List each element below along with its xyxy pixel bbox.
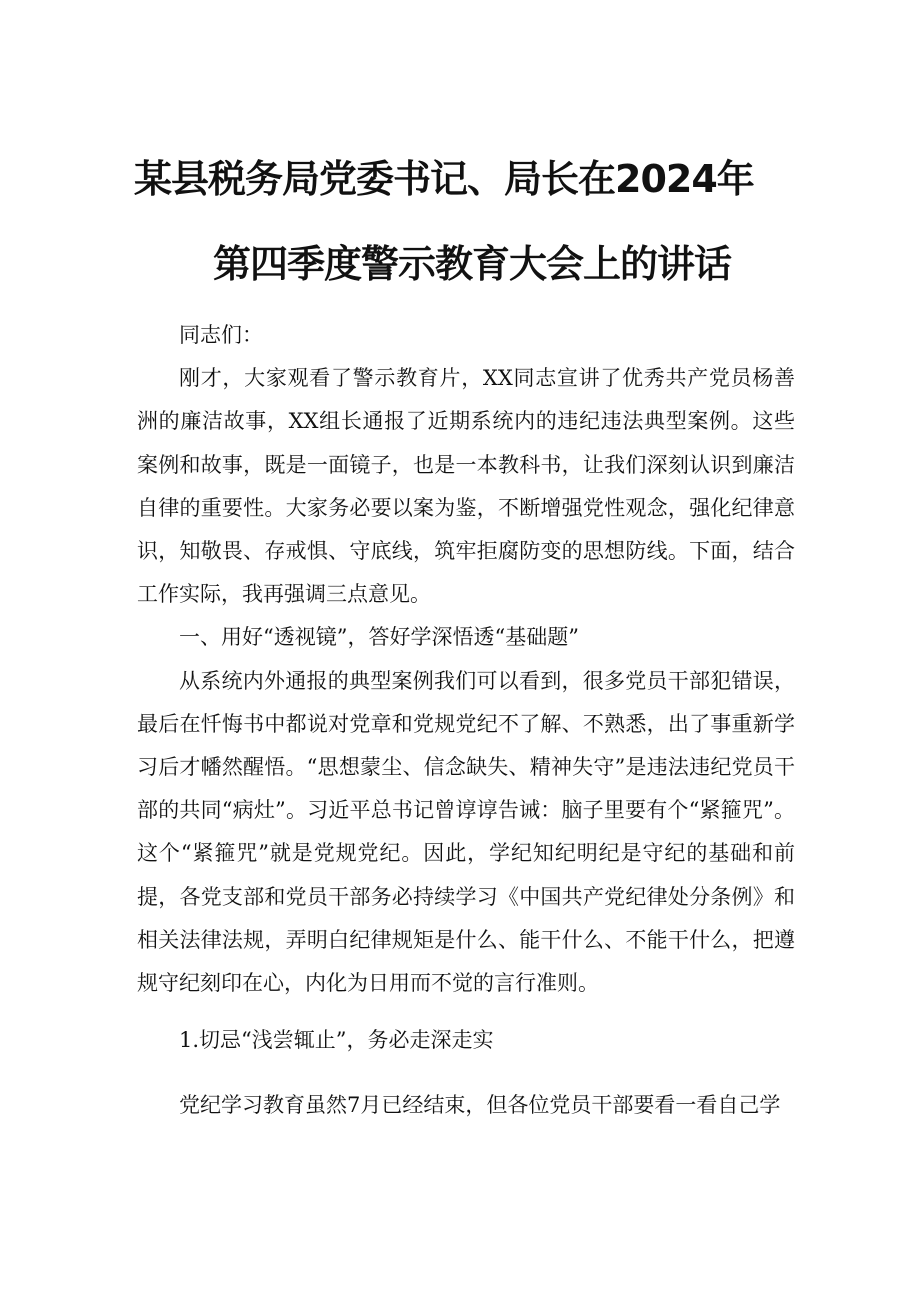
subsection-heading-1: 1.切忌“浅尝辄止”，务必走深走实 [179,1028,494,1053]
paragraph-intro: 刚才，大家观看了警示教育片，XX同志宣讲了优秀共产党员杨善洲的廉洁故事，XX组长通报了近期系统内的违纪违法典型案例。这些案例和故事，既是一面镜子，也是一本教科书，让我们深刻认识到廉洁自律的重要性。大家务必要以案为鉴，不断增强党性观念，强化纪律意识，知敬畏、存戒惧、守底线，筑牢拒腐防变的思想防线。下面，结合工作实际，我再强调三点意见。 [137,366,795,607]
section-heading-1: 一、用好“透视镜”，答好学深悟透“基础题” [179,625,579,650]
document-title-line1: 某县税务局党委书记、局长在2024年 [134,157,754,201]
paragraph-section-1: 从系统内外通报的典型案例我们可以看到，很多党员干部犯错误，最后在忏悔书中都说对党章和党规党纪不了解、不熟悉，出了事重新学习后才幡然醒悟。“思想蒙尘、信念缺失、精神失守”是违法违纪党员干部的共同“病灶”。习近平总书记曾谆谆告诫：脑子里要有个“紧箍咒”。这个“紧箍咒”就是党规党纪。因此，学纪知纪明纪是守纪的基础和前提，各党支部和党员干部务必持续学习《中国共产党纪律处分条例》和相关法律法规，弄明白纪律规矩是什么、能干什么、不能干什么，把遵规守纪刻印在心，内化为日用而不觉的言行准则。 [137,668,795,996]
document-title-line2: 第四季度警示教育大会上的讲话 [213,242,732,286]
paragraph-subsection-1: 党纪学习教育虽然7月已经结束，但各位党员干部要看一看自己学 [179,1093,781,1118]
document-body [137,314,795,1128]
salutation: 同志们： [179,323,263,347]
